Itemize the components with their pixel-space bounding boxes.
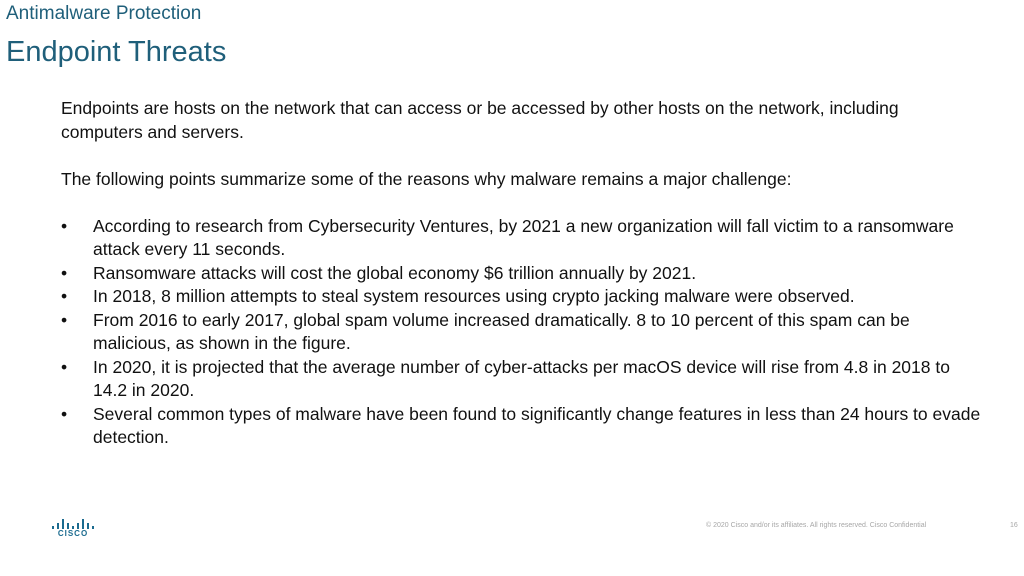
bullet-text: In 2018, 8 million attempts to steal system resources using crypto jacking malware were observed. [93,286,855,306]
bullet-item [61,285,981,309]
section-label: Antimalware Protection [6,3,202,24]
bullet-item [61,309,981,356]
bullet-icon: • [61,356,68,377]
bullet-item [61,403,981,450]
intro-paragraph: Endpoints are hosts on the network that can access or be accessed by other hosts on the network, including computers and servers. [61,98,899,142]
slide-content [61,97,981,450]
cisco-logo [52,518,94,542]
bullet-item [61,356,981,403]
bullet-icon: • [61,403,68,424]
bullet-text: From 2016 to early 2017, global spam volume increased dramatically. 8 to 10 percent of this spam can be malicious, as shown in the figure. [93,309,910,353]
bullet-text: In 2020, it is projected that the average number of cyber-attacks per macOS device will rise from 4.8 in 2018 to 14.2 in 2020. [93,356,950,400]
bullet-text: Several common types of malware have been found to significantly change features in less than 24 hours to evade detection. [93,403,981,447]
bullet-item [61,215,981,262]
bullet-icon: • [61,309,68,330]
bullet-list [61,215,981,450]
bullet-text: Ransomware attacks will cost the global economy $6 trillion annually by 2021. [93,262,697,283]
cisco-wordmark: CISCO [57,529,89,538]
slide-title: Endpoint Threats [6,36,227,68]
bullet-text: According to research from Cybersecurity Ventures, by 2021 a new organization will fall victim to a ransomware attack every 11 seconds. [93,215,954,259]
page-number: 16 [1010,522,1018,529]
bullet-icon: • [61,215,68,236]
copyright-notice: © 2020 Cisco and/or its affiliates. All rights reserved. Cisco Confidential [706,522,927,529]
lead-paragraph: The following points summarize some of the reasons why malware remains a major challenge: [61,168,792,189]
cisco-bars-icon [52,518,94,529]
bullet-icon: • [61,286,68,306]
bullet-item [61,262,981,286]
bullet-icon: • [61,262,68,283]
